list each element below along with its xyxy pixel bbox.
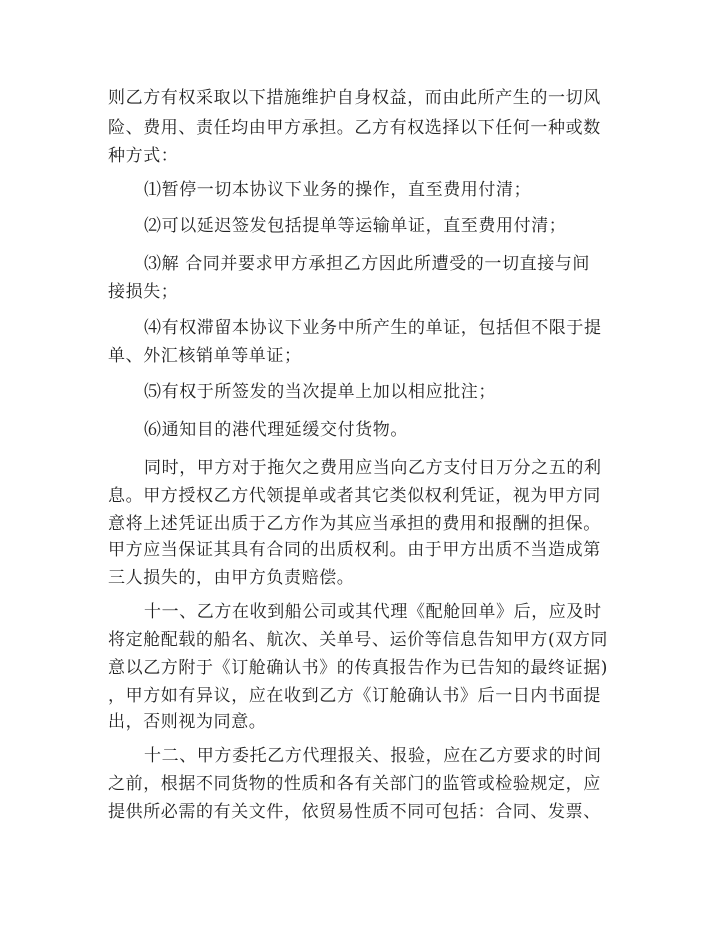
text-line: 之前，根据不同货物的性质和各有关部门的监管或检验规定，应: [108, 774, 601, 794]
text-line: 将定舱配载的船名、航次、关单号、运价等信息告知甲方(双方同: [108, 630, 609, 650]
text-line: 意将上述凭证出质于乙方作为其应当承担的费用和报酬的担保。: [108, 514, 601, 534]
text-line: 则乙方有权采取以下措施维护自身权益，而由此所产生的一切风: [108, 88, 601, 108]
text-line: ⑶解 合同并要求甲方承担乙方因此所遭受的一切直接与间: [144, 254, 591, 274]
text-line: 同时，甲方对于拖欠之费用应当向乙方支付日万分之五的利: [144, 458, 602, 478]
text-line: ⑸有权于所签发的当次提单上加以相应批注；: [144, 382, 496, 402]
text-line: 提供所必需的有关文件，依贸易性质不同可包括：合同、发票、: [108, 802, 601, 822]
text-line: 意以乙方附于《订舱确认书》的传真报告作为已告知的最终证据): [108, 658, 609, 678]
text-line: ⑵可以延迟签发包括提单等运输单证，直至费用付清；: [144, 216, 567, 236]
text-line: 三人损失的，由甲方负责赔偿。: [108, 568, 355, 588]
text-line: 接损失；: [108, 282, 179, 302]
text-line: 息。甲方授权乙方代领提单或者其它类似权利凭证，视为甲方同: [108, 486, 601, 506]
text-line: 甲方应当保证其具有合同的出质权利。由于甲方出质不当造成第: [108, 540, 601, 560]
text-line: ⑷有权滞留本协议下业务中所产生的单证，包括但不限于提: [144, 318, 602, 338]
text-line: ⑹通知目的港代理延缓交付货物。: [144, 420, 408, 440]
text-line: ⑴暂停一切本协议下业务的操作，直至费用付清；: [144, 180, 532, 200]
text-line: 险、费用、责任均由甲方承担。乙方有权选择以下任何一种或数: [108, 118, 601, 138]
text-line: ，甲方如有异议，应在收到乙方《订舱确认书》后一日内书面提: [108, 686, 601, 706]
text-line: 出，否则视为同意。: [108, 712, 267, 732]
text-line: 十二、甲方委托乙方代理报关、报验，应在乙方要求的时间: [144, 746, 602, 766]
text-line: 种方式：: [108, 146, 179, 166]
text-line: 单、外汇核销单等单证；: [108, 346, 302, 366]
text-line: 十一、乙方在收到船公司或其代理《配舱回单》后，应及时: [144, 602, 602, 622]
